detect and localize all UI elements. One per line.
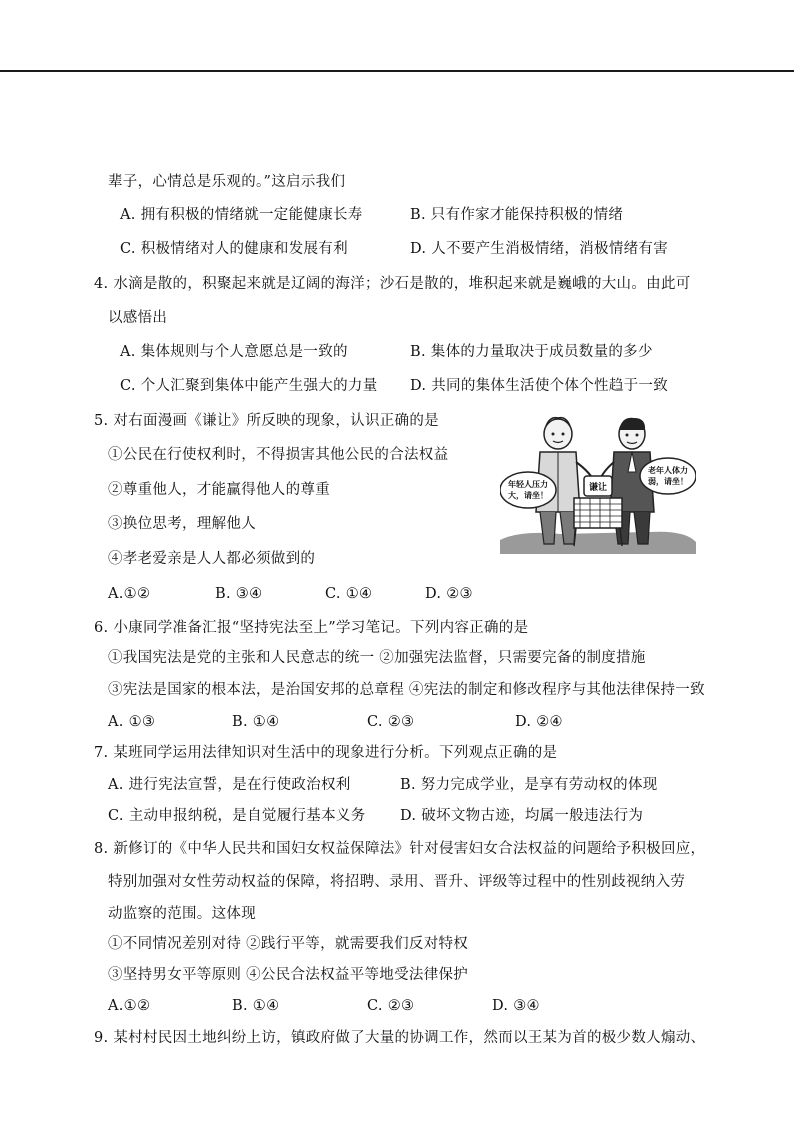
right-bubble-line1: 老年人体力 [648,466,688,475]
q8-stem-line2: 特别加强对女性劳动权益的保障，将招聘、录用、晋升、评级等过程中的性别歧视纳入劳 [108,874,686,890]
q7-stem: 7. 某班同学运用法律知识对生活中的现象进行分析。下列观点正确的是 [94,745,558,761]
q8-option-a: A.①② [108,998,151,1014]
modesty-cartoon [500,412,696,554]
q8-statements-1-2: ①不同情况差别对待 ②践行平等，就需要我们反对特权 [108,936,469,952]
q3-option-a: A. 拥有积极的情绪就一定能健康长寿 [120,207,363,223]
q4-option-b: B. 集体的力量取决于成员数量的多少 [410,344,653,360]
q9-stem-line1: 9. 某村村民因土地纠纷上访，镇政府做了大量的协调工作，然而以王某为首的极少数人煽动、 [94,1030,706,1046]
q8-option-c: C. ②③ [367,998,415,1014]
q8-stem-line1: 8. 新修订的《中华人民共和国妇女权益保障法》针对侵害妇女合法权益的问题给予积极回应， [94,841,706,857]
q6-option-b: B. ①④ [232,714,280,730]
q6-stem: 6. 小康同学准备汇报“坚持宪法至上”学习笔记。下列内容正确的是 [94,620,529,636]
q8-option-d: D. ③④ [492,998,540,1014]
modesty-sign [584,476,612,496]
q8-statements-3-4: ③坚持男女平等原则 ④公民合法权益平等地受法律保护 [108,967,469,983]
q5-statement-4: ④孝老爱亲是人人都必须做到的 [108,551,316,567]
left-speech-bubble [500,472,556,508]
q5-statement-3: ③换位思考，理解他人 [108,516,256,532]
q6-statements-3-4: ③宪法是国家的根本法，是治国安邦的总章程 ④宪法的制定和修改程序与其他法律保持一致 [108,682,705,698]
q4-stem-line2: 以感悟出 [108,310,168,326]
ground-shadow [500,532,696,554]
top-rule [0,70,794,72]
q8-option-b: B. ①④ [232,998,280,1014]
q5-option-a: A.①② [108,586,151,602]
q3-option-b: B. 只有作家才能保持积极的情绪 [410,207,624,223]
q4-option-a: A. 集体规则与个人意愿总是一致的 [120,344,348,360]
right-bubble-line2: 弱，请坐！ [648,477,688,486]
q6-option-a: A. ①③ [108,714,156,730]
q5-statement-2: ②尊重他人，才能赢得他人的尊重 [108,482,330,498]
q8-stem-line3: 动监察的范围。这体现 [108,906,256,922]
q7-option-d: D. 破坏文物古迹，均属一般违法行为 [400,808,644,824]
q6-statements-1-2: ①我国宪法是党的主张和人民意志的统一 ②加强宪法监督，只需要完备的制度措施 [108,650,646,666]
q7-option-b: B. 努力完成学业，是享有劳动权的体现 [400,777,658,793]
right-speech-bubble [640,458,696,494]
q5-option-b: B. ③④ [215,586,263,602]
q6-option-d: D. ②④ [515,714,563,730]
q3-option-d: D. 人不要产生消极情绪，消极情绪有害 [410,241,669,257]
q5-stem: 5. 对右面漫画《谦让》所反映的现象，认识正确的是 [94,413,439,429]
q6-option-c: C. ②③ [367,714,415,730]
q5-option-c: C. ①④ [325,586,373,602]
sign-text: 谦让 [588,483,608,493]
left-bubble-line2: 大，请坐！ [508,491,548,500]
q5-option-d: D. ②③ [425,586,473,602]
q4-stem-line1: 4. 水滴是散的，积聚起来就是辽阔的海洋；沙石是散的，堆积起来就是巍峨的大山。由此可 [94,276,691,292]
q5-statement-1: ①公民在行使权利时，不得损害其他公民的合法权益 [108,447,449,463]
q4-option-c: C. 个人汇聚到集体中能产生强大的力量 [120,378,378,394]
q7-option-a: A. 进行宪法宣誓，是在行使政治权利 [108,777,351,793]
q3-option-c: C. 积极情绪对人的健康和发展有利 [120,241,348,257]
q3-stem-continuation: 辈子，心情总是乐观的。”这启示我们 [108,174,346,190]
q4-option-d: D. 共同的集体生活使个体个性趋于一致 [410,378,669,394]
q7-option-c: C. 主动申报纳税，是自觉履行基本义务 [108,808,366,824]
left-bubble-line1: 年轻人压力 [508,480,548,489]
